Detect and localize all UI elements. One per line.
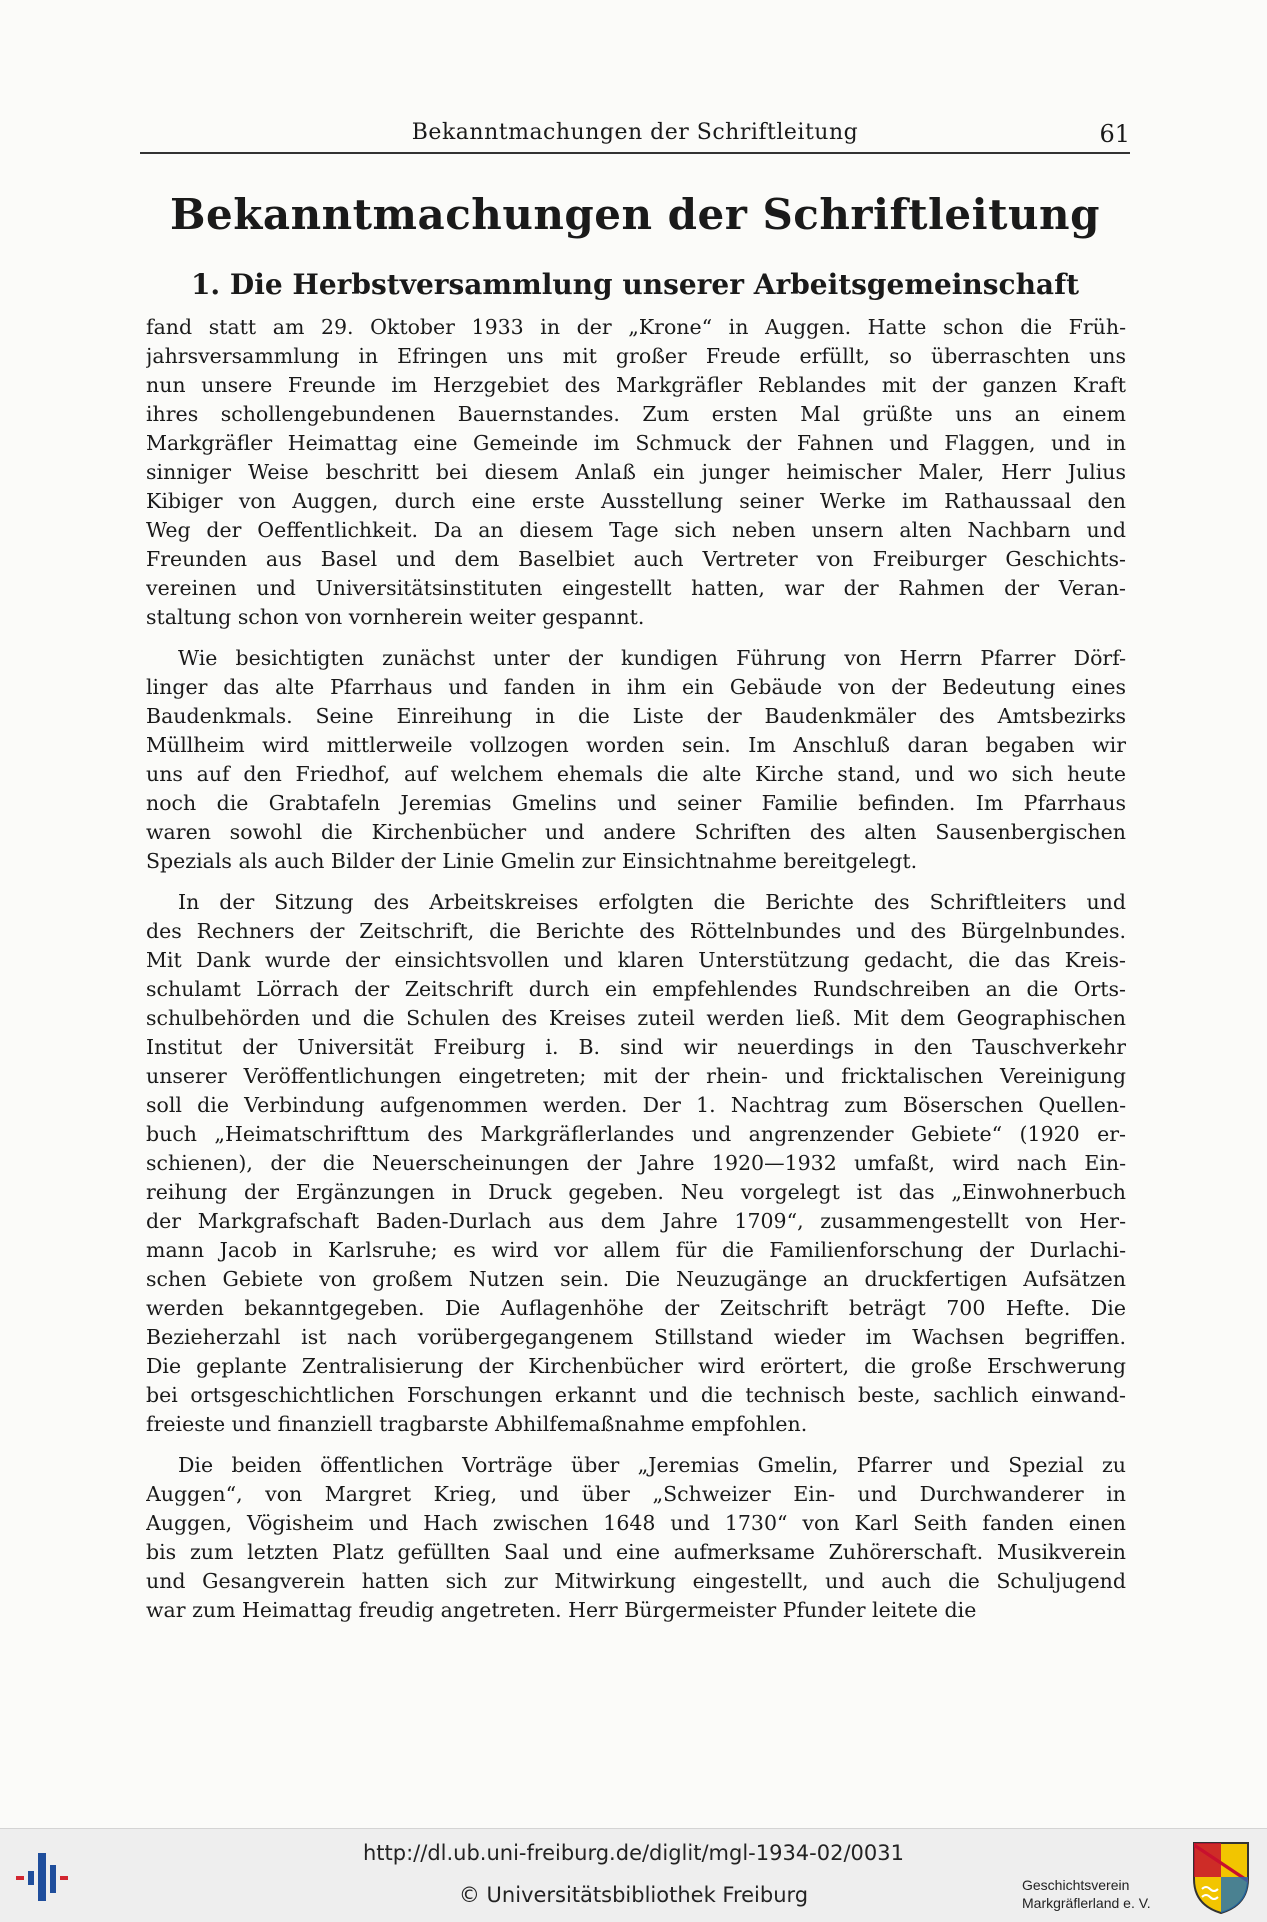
text-line: staltung schon von vornherein weiter gespannt.: [146, 605, 645, 629]
text-line: freieste und finanziell tragbarste Abhilfemaßnahme empfohlen.: [146, 1412, 808, 1436]
running-title: Bekanntmachungen der Schriftleitung: [411, 120, 859, 145]
text-line: Freunden aus Basel und dem Baselbiet auch Vertreter von Freiburger Geschichts-: [146, 547, 1126, 571]
text-line: schulamt Lörrach der Zeitschrift durch ein empfehlendes Rundschreiben an die Orts-: [146, 977, 1126, 1001]
copyright-notice: © Universitätsbibliothek Freiburg: [458, 1883, 809, 1907]
running-header: [140, 120, 1130, 154]
paragraph: [146, 313, 1126, 632]
text-line: Müllheim wird mittlerweile vollzogen worden sein. Im Anschluß daran begaben wir: [146, 733, 1126, 757]
text-line: schienen), der die Neuerscheinungen der Jahre 1920—1932 umfaßt, wird nach Ein-: [146, 1151, 1126, 1175]
text-line: schen Gebiete von großem Nutzen sein. Die Neuzugänge an druckfertigen Aufsätzen: [146, 1267, 1126, 1291]
text-line: war zum Heimattag freudig angetreten. Herr Bürgermeister Pfunder leitete die: [146, 1598, 977, 1622]
text-line: Kibiger von Auggen, durch eine erste Ausstellung seiner Werke im Rathaussaal den: [146, 489, 1126, 513]
text-line: waren sowohl die Kirchenbücher und andere Schriften des alten Sausenbergischen: [146, 820, 1126, 844]
text-line: Spezials als auch Bilder der Linie Gmelin zur Einsichtnahme bereitgelegt.: [146, 849, 918, 873]
text-line: Wie besichtigten zunächst unter der kundigen Führung von Herrn Pfarrer Dörf-: [178, 646, 1126, 670]
paragraph: [146, 1451, 1126, 1625]
text-line: Auggen, Vögisheim und Hach zwischen 1648 und 1730“ von Karl Seith fanden einen: [146, 1511, 1126, 1535]
text-line: Markgräfler Heimattag eine Gemeinde im Schmuck der Fahnen und Flaggen, und in: [146, 431, 1126, 455]
paragraph: [146, 888, 1126, 1439]
article-body: [146, 313, 1126, 1637]
text-line: jahrsversammlung in Efringen uns mit großer Freude erfüllt, so überraschten uns: [146, 344, 1126, 368]
text-line: linger das alte Pfarrhaus und fanden in ihm ein Gebäude von der Bedeutung eines: [146, 675, 1126, 699]
text-line: Die beiden öffentlichen Vorträge über „Jeremias Gmelin, Pfarrer und Spezial zu: [178, 1453, 1126, 1477]
text-line: Weg der Oeffentlichkeit. Da an diesem Tage sich neben unsern alten Nachbarn und: [146, 518, 1126, 542]
text-line: werden bekanntgegeben. Die Auflagenhöhe der Zeitschrift beträgt 700 Hefte. Die: [146, 1296, 1126, 1320]
society-name: [1022, 1876, 1182, 1912]
source-url[interactable]: http://dl.ub.uni-freiburg.de/diglit/mgl-1934-02/0031: [362, 1841, 904, 1865]
text-line: schulbehörden und die Schulen des Kreises zuteil werden ließ. Mit dem Geographischen: [146, 1006, 1126, 1030]
text-line: bei ortsgeschichtlichen Forschungen erkannt und die technisch beste, sachlich einwand-: [146, 1383, 1126, 1407]
text-line: der Markgrafschaft Baden-Durlach aus dem Jahre 1709“, zusammengestellt von Her-: [146, 1209, 1126, 1233]
text-line: ihres schollengebundenen Bauernstandes. Zum ersten Mal grüßte uns an einem: [146, 402, 1126, 426]
page-number: 61: [1099, 120, 1130, 148]
text-line: soll die Verbindung aufgenommen werden. Der 1. Nachtrag zum Böserschen Quellen-: [146, 1093, 1126, 1117]
text-line: mann Jacob in Karlsruhe; es wird vor allem für die Familienforschung der Durlachi-: [146, 1238, 1126, 1262]
section-title: 1. Die Herbstversammlung unserer Arbeitsgemeinschaft: [190, 268, 1080, 301]
text-line: Baudenkmals. Seine Einreihung in die Liste der Baudenkmäler des Amtsbezirks: [146, 704, 1126, 728]
text-line: vereinen und Universitätsinstituten eingestellt hatten, war der Rahmen der Veran-: [146, 576, 1126, 600]
text-line: bis zum letzten Platz gefüllten Saal und eine aufmerksame Zuhörerschaft. Musikverein: [146, 1540, 1126, 1564]
text-line: buch „Heimatschrifttum des Markgräflerlandes und angrenzender Gebiete“ (1920 er-: [146, 1122, 1126, 1146]
text-line: Die geplante Zentralisierung der Kirchenbücher wird erörtert, die große Erschwerung: [146, 1354, 1126, 1378]
page-title: Bekanntmachungen der Schriftleitung: [170, 190, 1100, 239]
text-line: uns auf den Friedhof, auf welchem ehemals die alte Kirche stand, und wo sich heute: [146, 762, 1126, 786]
paragraph: [146, 644, 1126, 876]
coat-of-arms-icon: [1190, 1839, 1252, 1915]
text-line: des Rechners der Zeitschrift, die Berichte des Röttelnbundes und des Bürgelnbundes.: [146, 919, 1126, 943]
text-line: In der Sitzung des Arbeitskreises erfolgten die Berichte des Schriftleiters und: [178, 890, 1126, 914]
text-line: noch die Grabtafeln Jeremias Gmelins und seiner Familie befinden. Im Pfarrhaus: [146, 791, 1126, 815]
text-line: Institut der Universität Freiburg i. B. sind wir neuerdings in den Tauschverkehr: [146, 1035, 1126, 1059]
society-name-line2: Markgräflerland e. V.: [1022, 1895, 1151, 1911]
text-line: fand statt am 29. Oktober 1933 in der „Krone“ in Auggen. Hatte schon die Früh-: [146, 315, 1126, 339]
text-line: Bezieherzahl ist nach vorübergegangenem Stillstand wieder im Wachsen begriffen.: [146, 1325, 1126, 1349]
text-line: unserer Veröffentlichungen eingetreten; mit der rhein- und fricktalischen Vereinigung: [146, 1064, 1126, 1088]
text-line: und Gesangverein hatten sich zur Mitwirkung eingestellt, und auch die Schuljugend: [146, 1569, 1126, 1593]
text-line: nun unsere Freunde im Herzgebiet des Markgräfler Reblandes mit der ganzen Kraft: [146, 373, 1126, 397]
text-line: Mit Dank wurde der einsichtsvollen und klaren Unterstützung gedacht, die das Kreis-: [146, 948, 1126, 972]
society-name-line1: Geschichtsverein: [1022, 1877, 1130, 1893]
text-line: sinniger Weise beschritt bei diesem Anlaß ein junger heimischer Maler, Herr Julius: [146, 460, 1126, 484]
footer-bar: [0, 1828, 1267, 1922]
text-line: Auggen“, von Margret Krieg, und über „Schweizer Ein- und Durchwanderer in: [146, 1482, 1126, 1506]
text-line: reihung der Ergänzungen in Druck gegeben. Neu vorgelegt ist das „Einwohnerbuch: [146, 1180, 1126, 1204]
